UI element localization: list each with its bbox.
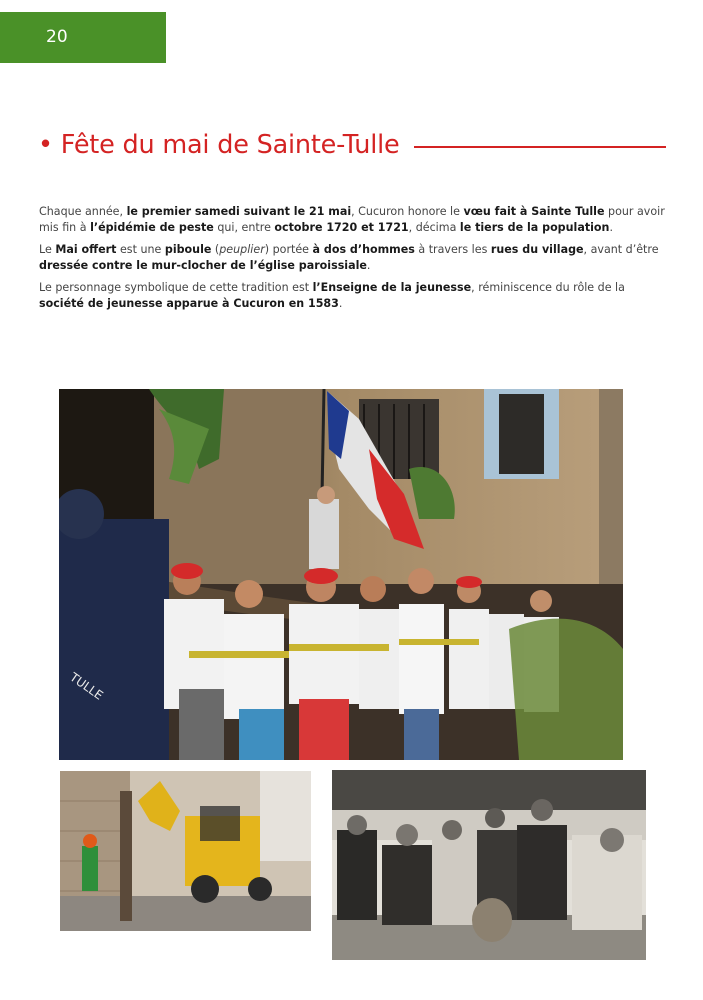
title-bullet: •	[38, 130, 53, 160]
text-run: est une	[116, 243, 165, 257]
bold-run: le tiers de la population	[459, 220, 610, 234]
body-text	[39, 204, 669, 319]
paragraph-mai-offert	[39, 242, 669, 273]
section-title-row	[38, 127, 666, 163]
archive-photo	[332, 770, 646, 960]
text-run: (	[211, 243, 220, 257]
bold-run: société de jeunesse apparue à Cucuron en 1583	[39, 296, 339, 310]
text-run: Chaque année,	[39, 205, 127, 218]
title-rule	[414, 146, 666, 148]
bold-run: piboule	[164, 243, 212, 257]
text-run: à travers les	[414, 243, 491, 257]
text-run: , réminiscence du rôle de la	[471, 281, 625, 295]
procession-photo	[59, 389, 623, 760]
text-run: pour avoir mis fin à	[39, 205, 665, 234]
text-run: ) portée	[264, 243, 313, 257]
bold-run: l’épidémie de peste	[90, 220, 214, 234]
text-run: Le personnage symbolique de cette tradition est	[39, 281, 313, 295]
text-run: , Cucuron honore le	[351, 205, 464, 218]
text-run: qui, entre	[213, 220, 275, 234]
tshirt-print: TULLE	[67, 669, 106, 703]
bold-run: à dos d’hommes	[312, 243, 415, 257]
text-run: .	[609, 220, 613, 234]
text-run: , avant d’être	[583, 243, 659, 257]
paragraph-vow	[39, 204, 669, 235]
paragraph-enseigne	[39, 280, 669, 311]
text-run: .	[366, 258, 371, 272]
excavator-photo	[60, 771, 311, 931]
bold-run: le premier samedi suivant le 21 mai	[126, 205, 352, 218]
page-number: 20	[46, 27, 68, 47]
bold-run: octobre 1720 et 1721	[274, 220, 409, 234]
page-number-tab	[0, 12, 166, 63]
text-run: , décima	[408, 220, 460, 234]
bold-run: l’Enseigne de la jeunesse	[312, 281, 472, 295]
title-text: Fête du mai de Sainte-Tulle	[60, 130, 400, 160]
bold-run: dressée contre le mur-clocher de l’église paroissiale	[39, 258, 367, 272]
bold-run: rues du village	[490, 243, 584, 257]
text-run: peuplier	[219, 243, 265, 257]
text-run: .	[338, 296, 343, 310]
section-title	[38, 130, 400, 160]
bold-run: vœu fait à Sainte Tulle	[463, 205, 605, 218]
text-run: Le	[39, 243, 56, 257]
bold-run: Mai offert	[55, 243, 117, 257]
